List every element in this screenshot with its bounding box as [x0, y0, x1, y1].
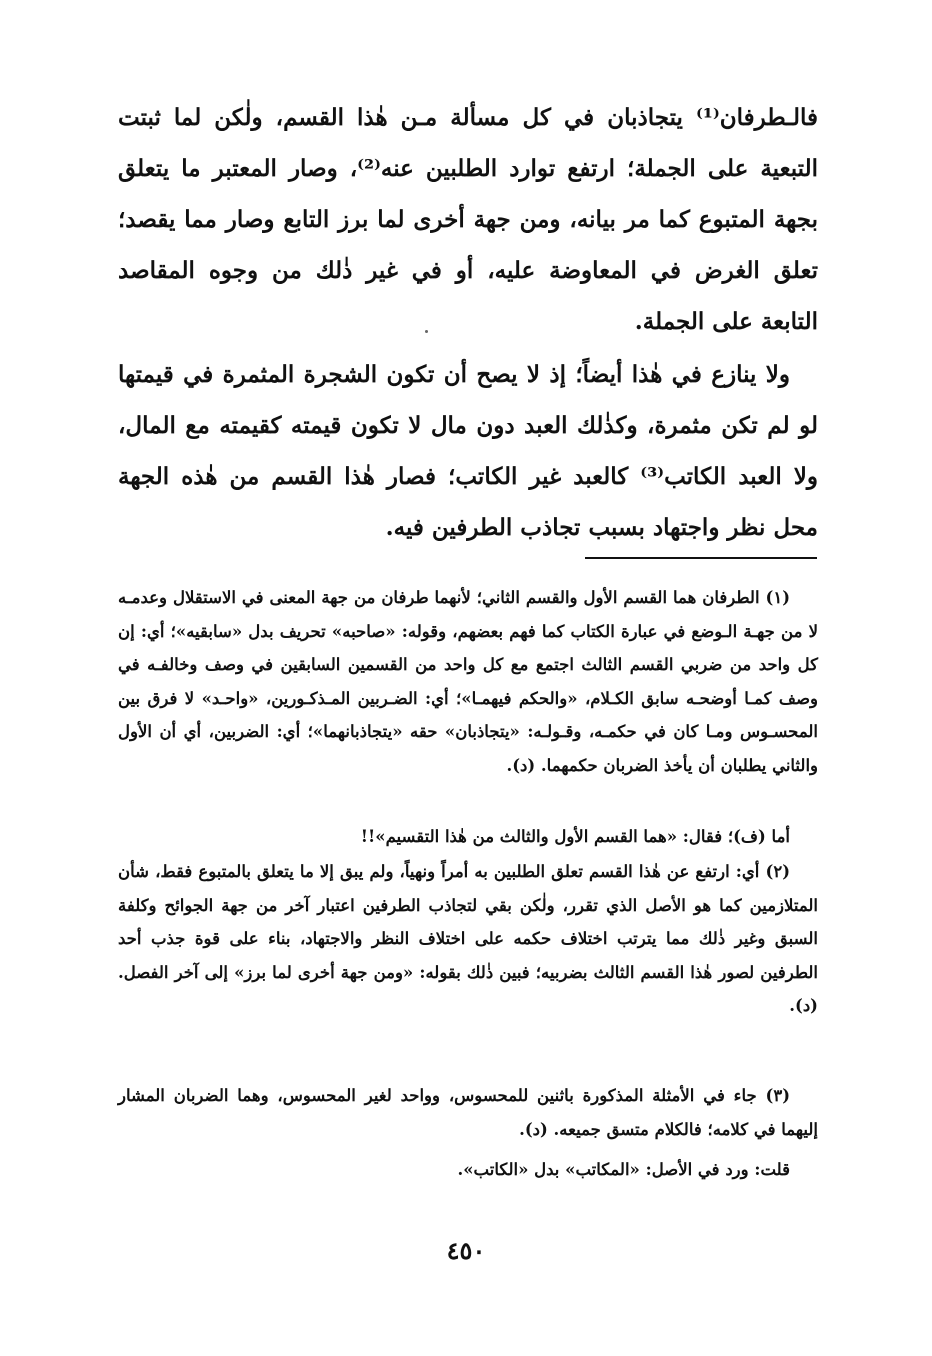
footnote-1-addendum-text: أما (ف)؛ فقال: «هما القسم الأول والثالث من هٰذا التقسيم»!! — [360, 827, 790, 846]
footnote-1 — [118, 581, 818, 782]
footnote-3-addendum-text: قلت: ورد في الأصل: «المكاتب» بدل «الكاتب». — [457, 1160, 790, 1179]
ink-speck — [425, 330, 428, 333]
footnote-2 — [118, 855, 818, 1023]
footnote-3 — [118, 1079, 818, 1146]
footnote-1-text: (١) الطرفان هما القسم الأول والقسم الثاني؛ لأنهما طرفان من جهة المعنى في الاستقلال وعدمـه لا من جهـة الـوضع في عبارة الكتاب كما فهم بعضهم، وقوله: «صاحبه» تحريف بدل «سابقيه»؛ أي: إن كل واحد من ضربي القسم الثالث اجتمع مع كل واحد من القسمين السابقين في وصف وخالفـه في وصف كمـا أوضحـه سابق الكـلام، «والحكم فيهمـا»؛ أي: الضـربين المـذكـورين، «واحـد» لا فرق بين المحسـوس ومـا كان في حكمـه، وقـولـه: «يتجاذبان» حقه «يتجاذبانهما»؛ أي: الضربين، أي أن الأول والثاني يطلبان أن يأخذ الضربان حكمهما. (د). — [118, 588, 818, 775]
footnote-separator — [585, 557, 817, 559]
body-paragraph-2-text: ولا ينازع في هٰذا أيضاً؛ إذ لا يصح أن تكون الشجرة المثمرة في قيمتها لو لم تكن مثمرة، وكذٰلك العبد دون مال لا تكون قيمته كقيمته مع المال، ولا العبد الكاتب⁽³⁾ كالعبد غير الكاتب؛ فصار هٰذا القسم من هٰذه الجهة محل نظر واجتهاد بسبب تجاذب الطرفين فيه. — [118, 361, 818, 541]
body-paragraph-2 — [118, 349, 818, 553]
footnote-1-addendum — [118, 820, 818, 854]
footnote-3-addendum — [118, 1153, 818, 1187]
footnote-3-text: (٣) جاء في الأمثلة المذكورة باثنين للمحسوس، وواحد لغير المحسوس، وهما الضربان المشار إليهما في كلامه؛ فالكلام متسق جميعه. (د). — [118, 1086, 818, 1139]
footnote-2-text: (٢) أي: ارتفع عن هٰذا القسم تعلق الطلبين به أمراً ونهياً، ولم يبق إلا ما يتعلق بالمتبوع فقط، شأن المتلازمين كما هو الأصل الذي تقرر، ولٰكن بقي لتجاذب الطرفين اعتبار آخر من جهة الجوائح وكلفة السبق وغير ذٰلك مما يترتب اختلاف حكمه على اختلاف النظر والاجتهاد، بناء على قوة جذب أحد الطرفين لصور هٰذا القسم الثالث بضربيه؛ فبين ذٰلك بقوله: «ومن جهة أخرى لما برز» إلى آخر الفصل. (د). — [118, 862, 818, 1015]
body-paragraph-1: فالـطرفان⁽¹⁾ يتجاذبان في كل مسألة مـن هٰذا القسم، ولٰكن لما ثبتت التبعية على الجملة؛ ارتفع توارد الطلبين عنه⁽²⁾، وصار المعتبر ما يتعلق بجهة المتبوع كما مر بيانه، ومن جهة أخرى لما برز التابع وصار مما يقصد؛ تعلق الغرض في المعاوضة عليه، أو في غير ذٰلك من وجوه المقاصد التابعة على الجملة. — [118, 104, 818, 335]
page-number: ٤٥٠ — [446, 1236, 486, 1265]
